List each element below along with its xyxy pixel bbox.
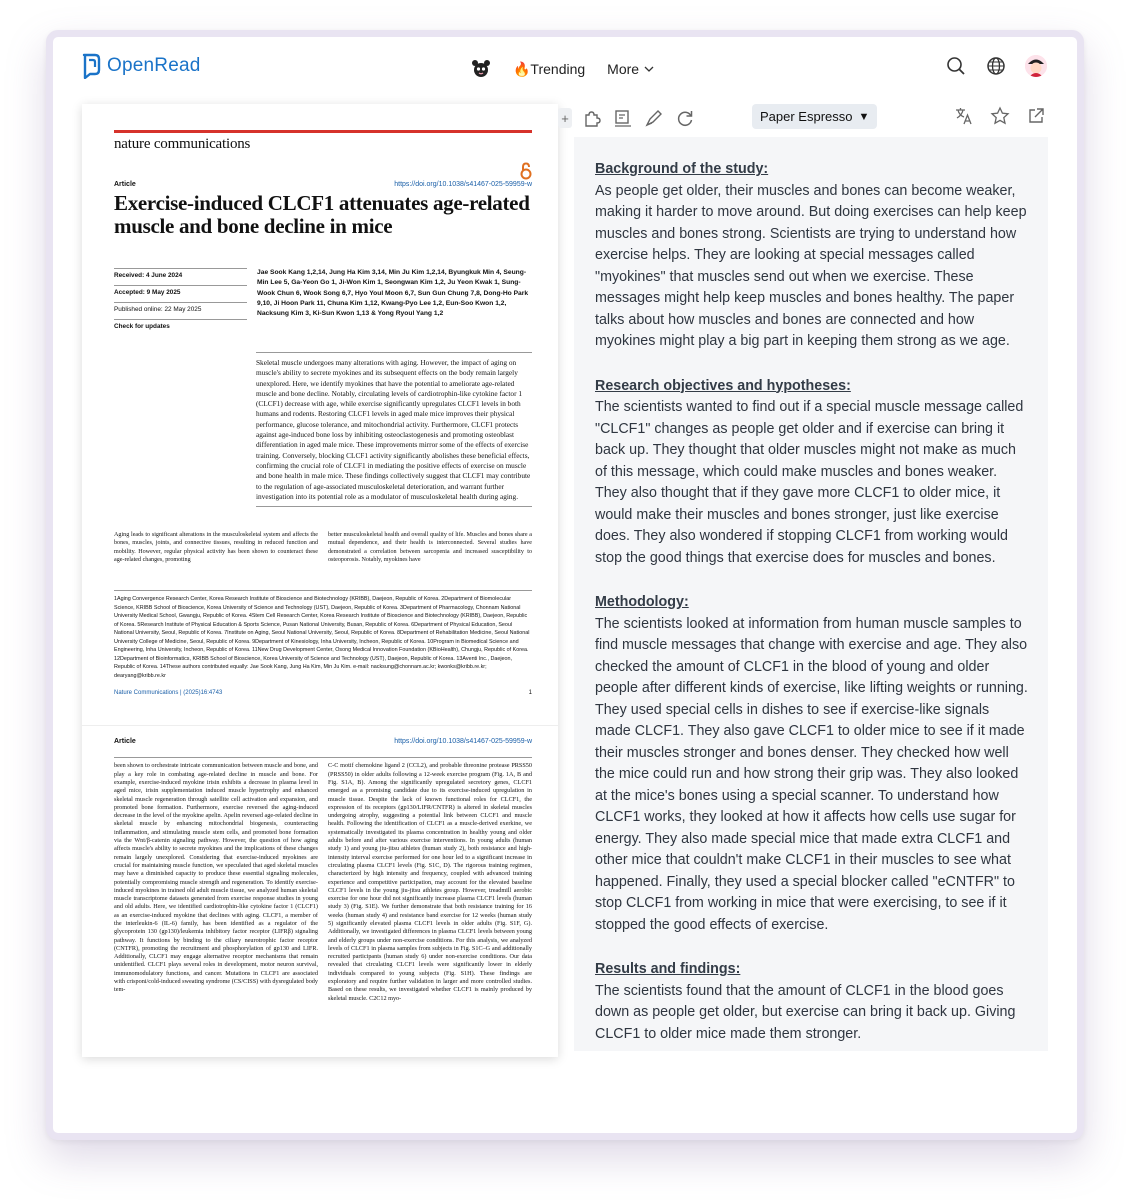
translate-icon[interactable] [953, 105, 975, 127]
avatar[interactable] [1025, 55, 1047, 77]
nav-more-label: More [607, 61, 640, 77]
page-number: 1 [528, 690, 532, 697]
dropdown-arrow-icon: ▼ [858, 110, 870, 123]
article-label-2: Article [114, 738, 136, 746]
mascot-icon[interactable] [471, 59, 491, 79]
article-meta-row-2 [114, 738, 532, 745]
section-body: The scientists looked at information from human muscle samples to find muscle messages that change with exercise and age. They also checked the amount of CLCF1 in the blood of young and older people after different kinds of exercise, like lifting weights or running. They used special cells in dishes to see if exercise-like signals made CLCF1. They also gave CLCF1 to older mice to see if it made their muscles stronger and bones denser. They checked how well the mice could run and how strong their grip was. They also looked at the mice's bones using a special scanner. To understand how CLCF1 works, they looked at how it affects how cells use sugar for energy. They also made special mice that made extra CLCF1 and other mice that couldn't make CLCF1 in their muscles to see what happened. Finally, they used a special blocker called "eCNTFR" to stop CLCF1 from working in mice that were exercising, to see if it stopped the good effects of exercise. [595, 615, 1028, 933]
pdf-page-1 [82, 130, 558, 696]
page2-columns [114, 757, 532, 1003]
intro-left: Aging leads to significant alterations in the musculoskeletal system and affects the bones, muscles, joints, and connective tissues, resulting in reduced function and mobility. However, regular physical activity has been shown to counteract these age-related changes, promoting [114, 532, 318, 564]
pen-icon[interactable] [643, 107, 665, 129]
summary-panel[interactable] [574, 137, 1048, 1051]
article-meta-row [114, 181, 532, 188]
article-label: Article [114, 181, 136, 188]
published-date: Published online: 22 May 2025 [114, 302, 247, 319]
summary-section [595, 159, 1028, 353]
paper-title: Exercise-induced CLCF1 attenuates age-related muscle and bone decline in mice [114, 191, 530, 238]
expand-button[interactable]: + [558, 108, 572, 128]
doi-link[interactable]: https://doi.org/10.1038/s41467-025-59959-w [394, 181, 532, 188]
chevron-down-icon [643, 63, 655, 75]
nav-more[interactable] [607, 61, 655, 77]
received-date: Received: 4 June 2024 [114, 268, 247, 285]
section-body: The scientists found that the amount of CLCF1 in the blood goes down as people get older, but exercise can bring it back up. Giving CLCF1 to older mice made them stronger. [595, 982, 1016, 1042]
journal-name: nature communications [114, 136, 251, 152]
summary-section [595, 959, 1028, 1045]
abstract: Skeletal muscle undergoes many alterations with aging. However, the impact of aging on muscle's ability to secrete myokines and its subsequent effects on the body remain largely unexplored. Here, we identify myokines that have the potential to ameliorate age-related muscle and bone decline. Notably, circulating levels of cardiotrophin-like cytokine factor 1 (CLCF1) decrease with age, while exercise significantly upregulates CLCF1 levels in both humans and rodents. Restoring CLCF1 levels in aged male mice improves their physical performance, glucose tolerance, and mitochondrial activity. Furthermore, CLCF1 protects against age-induced bone loss by inhibiting osteoclastogenesis and promoting osteoblast differentiation in aged male mice. These improvements mirror some of the effects of exercise training. Conversely, blocking CLCF1 activity significantly abolishes these beneficial effects, confirming the crucial role of CLCF1 in mediating the positive effects of exercise on muscle and bone health in male mice. These findings collectively suggest that CLCF1 may contribute to the regulation of age-associated musculoskeletal deterioration, and warrant further investigation into its potential role as a modulator of musculoskeletal health during aging. [256, 352, 532, 507]
authors: Jae Sook Kang 1,2,14, Jung Ha Kim 3,14, Min Ju Kim 1,2,14, Byungkuk Min 4, Seung-Min Lee 5, Ga-Yeon Go 1, Ji-Won Kim 1, Seongwan Kim 1,2, Ju Yeon Kwak 1, Sung-Wook Chun 6, Wook Song 6,7, Hyo Youl Moon 6,7, Sun Gun Chung 7,8, Dong-Ho Park 9,10, Ji Hoon Park 11, Chuna Kim 1,12, Kwang-Pyo Lee 1,2, Eun-Soo Kwon 1,2, Nacksung Kim 3, Ki-Sun Kwon 1,13 & Yong Ryoul Yang 1,2 [257, 269, 529, 318]
pdf-viewer[interactable] [82, 104, 558, 1057]
affiliations: 1Aging Convergence Research Center, Korea Research Institute of Bioscience and Biotechnology (KRIBB), Daejeon, Republic of Korea. 2Department of Biomolecular Science, KRIBB School of Bioscience, Korea University of Science and Technology (UST), Daejeon, Republic of Korea. 3Department of Pharmacology, Chonnam National University Medical School, Gwangju, Republic of Korea. 4Stem Cell Research Center, Korea Research Institute of Bioscience and Biotechnology (KRIBB), Daejeon, Republic of Korea. 5Research Institute of Physical Education & Sports Science, Pusan National University, Busan, Republic of Korea. 6Department of Physical Education, Seoul National University, Seoul, Republic of Korea. 7Institute on Aging, Seoul National University, Seoul, Republic of Korea. 8Department of Rehabilitation Medicine, Seoul National University College of Medicine, Seoul, Republic of Korea. 9Department of Kinesiology, Inha University, Incheon, Republic of Korea. 10Program in Biomedical Science and Engineering, Inha University, Incheon, Republic of Korea. 11New Drug Development Center, Osong Medical Innovation Foundation (KBioHealth), Chungju, Republic of Korea. 12Department of Bioinformatics, KRIBB School of Bioscience, Korea University of Science and Technology (UST), Daejeon, Republic of Korea. 13Aventi Inc., Daejeon, Republic of Korea. 14These authors contributed equally: Jae Sook Kang, Jung Ha Kim, Min Ju Kim. e-mail: nacksung@chonnam.ac.kr; kwonks@kribb.re.kr; dearyang@kribb.re.kr [114, 590, 532, 680]
journal-rule [114, 130, 532, 133]
nav-center [471, 59, 655, 79]
section-heading: Research objectives and hypotheses: [595, 377, 851, 394]
refresh-icon[interactable] [674, 107, 696, 129]
nav-trending[interactable]: 🔥Trending [513, 60, 586, 77]
page-separator [82, 696, 558, 726]
summary-section [595, 592, 1028, 936]
summary-section [595, 376, 1028, 570]
external-link-icon[interactable] [1025, 105, 1047, 127]
document-icon[interactable] [612, 107, 634, 129]
meta-block [114, 268, 532, 336]
footer-journal: Nature Communications | (2025)16:4743 [114, 690, 223, 697]
app-window [46, 30, 1084, 1140]
intro-right: better musculoskeletal health and overall quality of life. Muscles and bones share a mutual dependence, and their health is interconnected. Several studies have demonstrated a correlation between sarcopenia and increased susceptibility to osteoporosis. Notably, myokines have [328, 532, 532, 564]
dates [114, 268, 247, 336]
openread-logo-icon [81, 53, 101, 79]
section-heading: Methodology: [595, 594, 689, 610]
check-updates[interactable]: Check for updates [114, 319, 247, 336]
reader-toolbar [558, 103, 696, 133]
mode-select[interactable] [752, 104, 877, 129]
open-access-icon [520, 162, 532, 180]
puzzle-icon[interactable] [581, 107, 603, 129]
page-footer [114, 690, 532, 696]
section-body: As people get older, their muscles and bones can become weaker, making it harder to move around. But doing exercises can help keep muscles and bones strong. Scientists are trying to understand how exercise helps. They are looking at special messages called "myokines" that muscles send out when we exercise. These messages might help keep muscles and bones healthy. The paper talks about how muscles and bones are connected and how myokines might play a big part in keeping them strong as we age. [595, 182, 1027, 349]
mode-select-label: Paper Espresso [760, 109, 853, 124]
intro-columns [114, 531, 532, 564]
app-name: OpenRead [107, 55, 201, 76]
nav-right [945, 55, 1047, 77]
section-heading: Results and findings: [595, 961, 741, 977]
pdf-page-2 [82, 726, 558, 1003]
logo[interactable] [81, 53, 201, 79]
page2-left: been shown to orchestrate intricate communication between muscle and bone, and play a key role in combating age-related decline in muscle and bone. For example, exercise-induced myokine irisin exhibits a decrease in plasma level in aged mice, irisin supplementation induced muscle hypertrophy and enhanced skeletal muscle regeneration through satellite cell activation and expansion, and promoted bone formation. Furthermore, exercise reversed the aging-induced decrease in the level of the myokine apelin. Apelin reversed age-related decline in skeletal muscle by enhancing mitochondrial biogenesis, counteracting inflammation, and stimulating muscle stem cells, and promoted bone formation via the Wnt/β-catenin signaling pathway. However, the question of how aging affects muscle's ability to secrete myokines and the implications of these changes remain largely unexplored. Considering that exercise-induced myokines are crucial for maintaining muscle function, we speculated that aged skeletal muscles may have a diminished capacity to produce these essential signaling molecules, potentially compromising muscle strength and regeneration. To identify exercise-induced myokines in trained old adult muscle tissue, we analyzed human skeletal muscle transcriptome datasets generated from exercise response studies in young and old adults. Here, we identified cardiotrophin-like cytokine factor 1 (CLCF1) as an exercise-induced myokine that declines with aging. CLCF1, a member of the interleukin-6 (IL-6) family, has been identified as a regulator of the glycoprotein 130 (gp130)/leukemia inhibitory factor receptor (LIFRβ) signaling pathway. It functions by binding to the ciliary neurotrophic factor receptor (CNTFR), promoting the recruitment and phosphorylation of gp130 and LIFR. Additionally, CLCF1 may engage alternative receptor mechanisms that remain unidentified. CLCF1 plays several roles in development, motor neuron survival, immunomodulatory functions, and cancer. Mutations in CLCF1 are associated with crisponi/cold-induced sweating syndrome (CS/CISS) with dysregulated body tem- [114, 762, 318, 994]
globe-icon[interactable] [985, 55, 1007, 77]
section-heading: Background of the study: [595, 161, 769, 177]
section-body: The scientists wanted to find out if a special muscle message called "CLCF1" changes as people get older and if exercise can bring it back up. They thought that older muscles might not make as much of this message, which could make muscles and bones weaker. They also thought that if they gave more CLCF1 to older mice, it would make their muscles and bones stronger, just like exercise does. They also wondered if stopping CLCF1 from working would stop the good things that exercise does for muscles and bones. [595, 399, 1024, 566]
accepted-date: Accepted: 9 May 2025 [114, 285, 247, 302]
search-icon[interactable] [945, 55, 967, 77]
star-icon[interactable] [989, 105, 1011, 127]
summary-tools [953, 105, 1047, 127]
page2-right: C-C motif chemokine ligand 2 (CCL2), and probable threonine protease PRSS50 (PRSS50) in older adults following a 12-week exercise program (Fig. 1A, B and Fig. S1A, B). Among the significantly upregulated secretory genes, CLCF1 emerged as a promising candidate due to its exercise-induced upregulation in muscle tissue. Despite the lack of known functional roles for CLCF1, the expression of its receptors (gp130/LIFR/CNTFR) is altered in skeletal muscles undergoing atrophy, suggesting a potential link between CLCF1 and muscle health. Following the identification of CLCF1 as a muscle-derived exerkine, we systematically investigated its plasma concentration in healthy young and older adults before and after various exercise interventions. In young adults (human study 1) and young jiu-jitsu athletes (human study 2), both resistance and high-intensity interval exercise performed for one hour led to a significant increase in circulating plasma CLCF1 levels (Fig. S1C, D). The rigorous training regimen, characterized by high intensity and frequency, coupled with advanced training experience and competitive participation, may account for the elevated baseline CLCF1 levels in the young jiu-jitsu athletes group. However, treadmill aerobic exercise for one hour did not significantly increase plasma CLCF1 levels (human study 3) (Fig. S1E). We further demonstrate that both resistance training for 16 weeks (human study 4) and resistance band exercise for 12 weeks (human study 5) significantly elevated plasma CLCF1 levels in older adults (Fig. S1F, G). Additionally, we investigated differences in plasma CLCF1 levels between young and elderly groups under non-exercise conditions. For this analysis, we analyzed levels of CLCF1 in plasma samples from subjects in Fig. S1C–G and additionally recruited participants (human study 6) under non-exercise conditions. Our data revealed that circulating CLCF1 levels were significantly lower in elderly individuals compared to young subjects (Fig. S1H). These findings are exploratory and require further validation in larger and more controlled studies. Based on these results, we investigated whether CLCF1 is mainly produced by skeletal muscle. C2C12 myo- [328, 762, 532, 1002]
top-nav [53, 37, 1077, 103]
doi-link-2[interactable]: https://doi.org/10.1038/s41467-025-59959-w [394, 738, 532, 746]
